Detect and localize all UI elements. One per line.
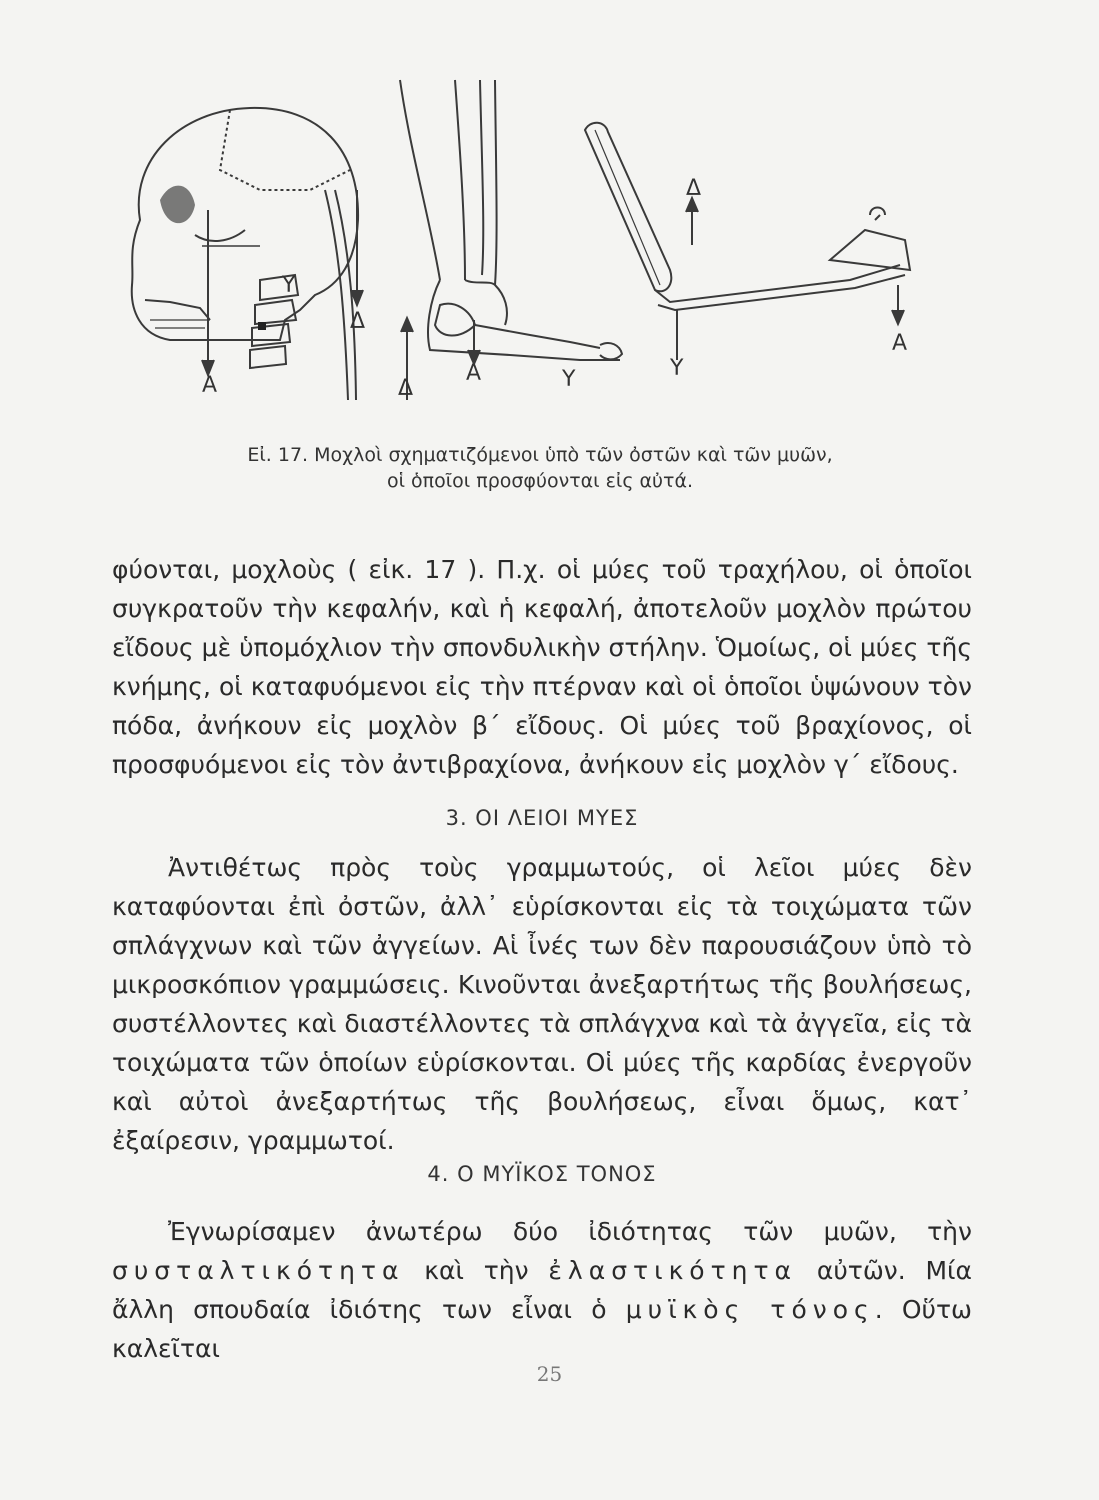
term-contractility: συσταλτικότητα <box>112 1256 405 1285</box>
muscle-tone-paragraph <box>112 1212 972 1368</box>
foot-label-y: Υ <box>562 367 576 392</box>
smooth-muscles-paragraph <box>112 848 972 1160</box>
lever-illustration <box>110 70 970 430</box>
caption-line-2: οἱ ὁποῖοι προσφύονται εἰς αὐτά. <box>386 470 694 492</box>
lever-figure <box>110 70 970 430</box>
arm-label-y: Υ <box>670 356 684 381</box>
foot-drawing <box>400 80 622 400</box>
term-muscle-tone: μυϊκὸς τόνος <box>625 1295 875 1324</box>
caption-line-1: Εἰ. 17. Μοχλοὶ σχηματιζόμενοι ὑπὸ τῶν ὀστῶν καὶ τῶν μυῶν, <box>247 444 833 466</box>
paragraph-text <box>112 1212 972 1368</box>
arm-label-a: Α <box>892 331 908 356</box>
skull-label-a: Α <box>202 373 218 398</box>
section-4-heading: 4. Ο ΜΥΪΚΟΣ ΤΟΝΟΣ <box>427 1162 657 1186</box>
figure-caption <box>160 442 920 494</box>
term-elasticity: ἐλαστικότητα <box>548 1256 798 1285</box>
text-span: καὶ τὴν <box>404 1256 549 1285</box>
page-number: 25 <box>536 1362 563 1386</box>
arm-label-d: Δ <box>686 176 702 201</box>
text-span: αὐτῶν. Μία ἄλλη σπουδαία ἰδιότης των εἶναι ὁ <box>112 1256 973 1324</box>
skull-label-y: Υ <box>282 273 296 298</box>
foot-label-d: Δ <box>398 376 414 401</box>
foot-label-a: Α <box>466 361 482 386</box>
text-span: Ἐγνωρίσαμεν ἀνωτέρω δύο ἰδιότητας τῶν μυῶν, τὴν <box>168 1217 972 1246</box>
arm-drawing <box>585 123 910 360</box>
levers-paragraph <box>112 550 972 784</box>
paragraph-text: φύονται, μοχλοὺς ( εἰκ. 17 ). Π.χ. οἱ μύες τοῦ τραχήλου, οἱ ὁποῖοι συγκρατοῦν τὴν κεφαλήν, καὶ ἡ κεφαλή, ἀποτελοῦν μοχλὸν πρώτου εἴδους μὲ ὑπομόχλιον τὴν σπονδυλικὴν στήλην. Ὁμοίως, οἱ μύες τῆς κνήμης, οἱ καταφυόμενοι εἰς τὴν πτέρναν καὶ οἱ ὁποῖοι ὑψώνουν τὸν πόδα, ἀνήκουν εἰς μοχλὸν β΄ εἴδους. Οἱ μύες τοῦ βραχίονος, οἱ προσφυόμενοι εἰς τὸν ἀντιβραχίονα, ἀνήκουν εἰς μοχλὸν γ΄ εἴδους. <box>112 555 972 779</box>
paragraph-text: Ἀντιθέτως πρὸς τοὺς γραμμωτούς, οἱ λεῖοι μύες δὲν καταφύονται ἐπὶ ὀστῶν, ἀλλ᾽ εὑρίσκονται εἰς τὰ τοιχώματα τῶν σπλάγχνων καὶ τῶν ἀγγείων. Αἱ ἶνές των δὲν παρουσιάζουν ὑπὸ τὸ μικροσκόπιον γραμμώσεις. Κινοῦνται ἀνεξαρτήτως τῆς βουλήσεως, συστέλλοντες καὶ διαστέλλοντες τὰ σπλάγχνα καὶ τὰ ἀγγεῖα, εἰς τὰ τοιχώματα τῶν ὁποίων εὑρίσκονται. Οἱ μύες τῆς καρδίας ἐνεργοῦν καὶ αὐτοὶ ἀνεξαρτήτως τῆς βουλήσεως, εἶναι ὅμως, κατ᾽ ἐξαίρεσιν, γραμμωτοί. <box>112 853 972 1155</box>
neck-label-d: Δ <box>350 309 366 334</box>
text-span: . Οὕτω καλεῖται <box>112 1295 972 1363</box>
skull-drawing <box>132 108 366 400</box>
section-3-heading: 3. ΟΙ ΛΕΙΟΙ ΜΥΕΣ <box>445 806 639 830</box>
